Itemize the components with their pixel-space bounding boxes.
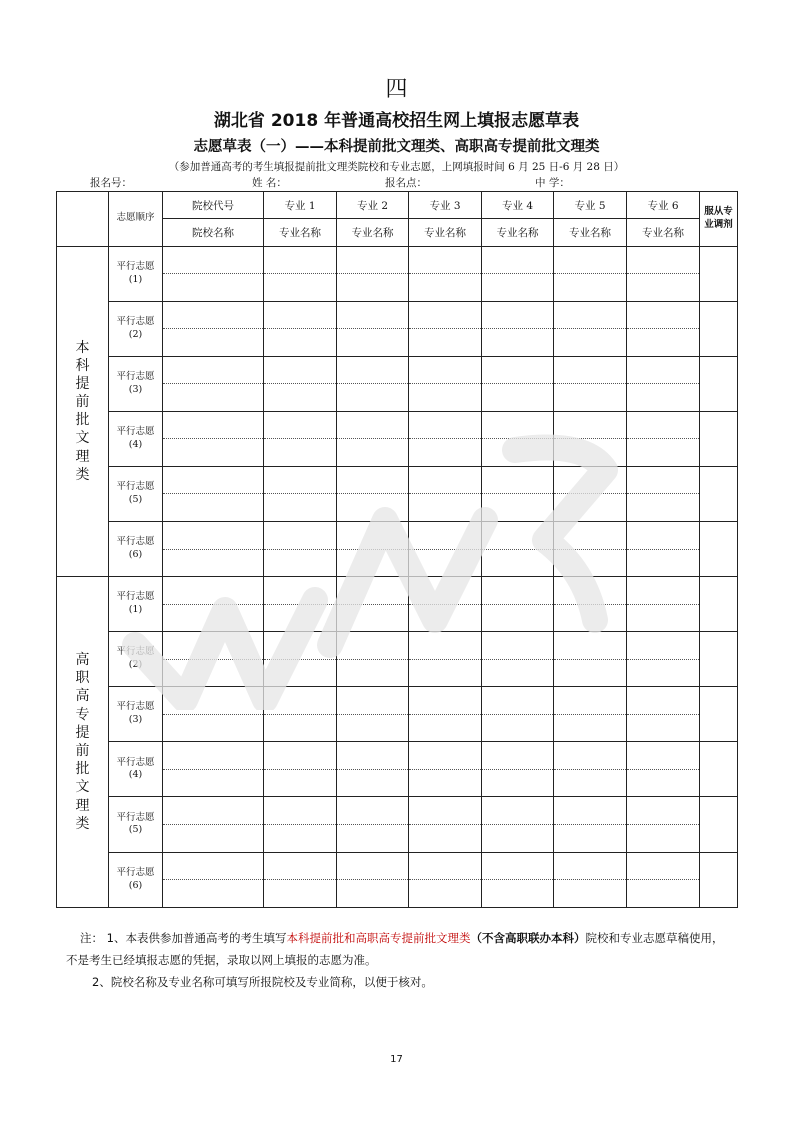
major-name-cell[interactable] xyxy=(337,329,409,357)
major-code-cell[interactable] xyxy=(409,797,482,825)
row-header-number: (4) xyxy=(128,769,143,781)
major-name-cell[interactable] xyxy=(627,604,700,632)
row-header-name: 平行志愿 xyxy=(116,811,155,823)
row-header xyxy=(109,797,163,852)
major-name-cell[interactable] xyxy=(627,714,700,742)
header-name-3: 专业名称 xyxy=(409,219,482,246)
major-code-cell[interactable] xyxy=(482,246,554,274)
major-name-cell[interactable] xyxy=(554,880,627,908)
row-header-number: (5) xyxy=(128,493,143,505)
major-name-cell[interactable] xyxy=(337,824,409,852)
note-highlight-bold: （不含高职联办本科） xyxy=(470,931,586,945)
header-order: 志愿顺序 xyxy=(109,192,163,247)
major-name-cell[interactable] xyxy=(337,714,409,742)
row-header-name: 平行志愿 xyxy=(116,866,155,878)
header-code-2: 专业 2 xyxy=(337,192,409,219)
header-name-1: 专业名称 xyxy=(264,219,337,246)
major-code-cell[interactable] xyxy=(627,356,700,384)
major-code-cell[interactable] xyxy=(627,246,700,274)
major-code-cell[interactable] xyxy=(627,577,700,605)
major-code-cell[interactable] xyxy=(264,742,337,770)
page-number: 17 xyxy=(390,1054,403,1065)
service-adjust-cell[interactable] xyxy=(700,742,738,797)
row-header-number: (3) xyxy=(128,714,143,726)
major-code-cell[interactable] xyxy=(482,852,554,880)
row-header-number: (2) xyxy=(128,328,143,340)
major-name-cell[interactable] xyxy=(482,880,554,908)
header-service-adjust: 服从专业调剂 xyxy=(700,192,738,247)
service-adjust-cell[interactable] xyxy=(700,466,738,521)
section-label-text: 高职高专提前批文理类 xyxy=(75,652,90,832)
table-row xyxy=(57,852,738,880)
major-code-cell[interactable] xyxy=(627,852,700,880)
major-name-cell[interactable] xyxy=(482,329,554,357)
school-name-cell[interactable] xyxy=(163,329,264,357)
major-code-cell[interactable] xyxy=(264,852,337,880)
major-name-cell[interactable] xyxy=(264,714,337,742)
section-number: 四 xyxy=(385,77,408,102)
major-code-cell[interactable] xyxy=(337,797,409,825)
major-name-cell[interactable] xyxy=(264,769,337,797)
major-name-cell[interactable] xyxy=(627,329,700,357)
major-name-cell[interactable] xyxy=(554,274,627,302)
service-adjust-cell[interactable] xyxy=(700,797,738,852)
major-code-cell[interactable] xyxy=(409,852,482,880)
major-code-cell[interactable] xyxy=(409,301,482,329)
major-name-cell[interactable] xyxy=(264,329,337,357)
major-name-cell[interactable] xyxy=(409,384,482,412)
major-code-cell[interactable] xyxy=(482,742,554,770)
major-name-cell[interactable] xyxy=(627,384,700,412)
school-name-cell[interactable] xyxy=(163,824,264,852)
major-name-cell[interactable] xyxy=(337,769,409,797)
major-name-cell[interactable] xyxy=(409,824,482,852)
major-code-cell[interactable] xyxy=(264,301,337,329)
school-code-cell[interactable] xyxy=(163,246,264,274)
major-code-cell[interactable] xyxy=(554,742,627,770)
school-name-cell[interactable] xyxy=(163,274,264,302)
service-adjust-cell[interactable] xyxy=(700,521,738,576)
major-code-cell[interactable] xyxy=(554,852,627,880)
major-name-cell[interactable] xyxy=(337,880,409,908)
header-code-6: 专业 6 xyxy=(627,192,700,219)
major-name-cell[interactable] xyxy=(409,714,482,742)
school-name-cell[interactable] xyxy=(163,384,264,412)
service-adjust-cell[interactable] xyxy=(700,301,738,356)
major-name-cell[interactable] xyxy=(554,769,627,797)
header-name-2: 专业名称 xyxy=(337,219,409,246)
row-header-name: 平行志愿 xyxy=(116,481,155,493)
row-header-number: (4) xyxy=(128,438,143,450)
row-header-number: (2) xyxy=(128,659,143,671)
service-adjust-cell[interactable] xyxy=(700,411,738,466)
row-header-number: (6) xyxy=(128,549,143,561)
table-row xyxy=(57,246,738,274)
major-name-cell[interactable] xyxy=(409,274,482,302)
header-code-5: 专业 5 xyxy=(554,192,627,219)
note-1: 注： 1、本表供参加普通高考的考生填写本科提前批和高职高专提前批文理类（不含高职联办本科）院校和专业志愿草稿使用，不是考生已经填报志愿的凭据，录取以网上填报的志愿为准。 xyxy=(66,931,724,967)
major-name-cell[interactable] xyxy=(627,880,700,908)
major-name-cell[interactable] xyxy=(409,329,482,357)
header-name-0: 院校名称 xyxy=(163,219,264,246)
row-header-name: 平行志愿 xyxy=(116,756,155,768)
row-header-number: (3) xyxy=(128,383,143,395)
table-row xyxy=(57,356,738,384)
major-code-cell[interactable] xyxy=(627,742,700,770)
row-header-number: (5) xyxy=(128,824,143,836)
major-code-cell[interactable] xyxy=(627,521,700,549)
major-name-cell[interactable] xyxy=(482,769,554,797)
major-code-cell[interactable] xyxy=(554,356,627,384)
major-code-cell[interactable] xyxy=(409,356,482,384)
section-label-1 xyxy=(57,577,109,908)
major-code-cell[interactable] xyxy=(482,301,554,329)
school-code-cell[interactable] xyxy=(163,301,264,329)
notes-section xyxy=(66,927,731,993)
major-code-cell[interactable] xyxy=(264,356,337,384)
row-header-name: 平行志愿 xyxy=(116,701,155,713)
row-header xyxy=(109,356,163,411)
major-code-cell[interactable] xyxy=(627,632,700,660)
row-header-name: 平行志愿 xyxy=(116,260,155,272)
row-header-name: 平行志愿 xyxy=(116,591,155,603)
major-name-cell[interactable] xyxy=(554,824,627,852)
header-name-4: 专业名称 xyxy=(482,219,554,246)
major-code-cell[interactable] xyxy=(264,797,337,825)
note-2: 2、院校名称及专业名称可填写所报院校及专业简称，以便于核对。 xyxy=(92,975,433,989)
row-header-name: 平行志愿 xyxy=(116,426,155,438)
row-header xyxy=(109,301,163,356)
service-adjust-cell[interactable] xyxy=(700,687,738,742)
table-row xyxy=(57,301,738,329)
row-header-name: 平行志愿 xyxy=(116,646,155,658)
major-code-cell[interactable] xyxy=(337,301,409,329)
major-name-cell[interactable] xyxy=(627,824,700,852)
major-name-cell[interactable] xyxy=(264,880,337,908)
major-code-cell[interactable] xyxy=(554,246,627,274)
header-code-0: 院校代号 xyxy=(163,192,264,219)
service-adjust-cell[interactable] xyxy=(700,356,738,411)
school-code-cell[interactable] xyxy=(163,797,264,825)
major-name-cell[interactable] xyxy=(554,384,627,412)
major-code-cell[interactable] xyxy=(627,466,700,494)
major-name-cell[interactable] xyxy=(264,384,337,412)
major-name-cell[interactable] xyxy=(627,769,700,797)
page-title: 湖北省 2018 年普通高校招生网上填报志愿草表 xyxy=(213,111,580,131)
major-code-cell[interactable] xyxy=(337,356,409,384)
major-name-cell[interactable] xyxy=(554,714,627,742)
major-code-cell[interactable] xyxy=(554,301,627,329)
name-field[interactable]: 姓 名： xyxy=(252,177,287,189)
major-code-cell[interactable] xyxy=(337,852,409,880)
major-code-cell[interactable] xyxy=(627,797,700,825)
school-code-cell[interactable] xyxy=(163,356,264,384)
header-code-4: 专业 4 xyxy=(482,192,554,219)
service-adjust-cell[interactable] xyxy=(700,246,738,301)
header-corner xyxy=(57,192,109,247)
major-name-cell[interactable] xyxy=(482,824,554,852)
school-code-cell[interactable] xyxy=(163,742,264,770)
row-header-number: (1) xyxy=(128,273,143,285)
major-code-cell[interactable] xyxy=(409,742,482,770)
row-header-number: (6) xyxy=(128,879,143,891)
major-name-cell[interactable] xyxy=(337,384,409,412)
school-code-cell[interactable] xyxy=(163,852,264,880)
row-header xyxy=(109,852,163,907)
major-name-cell[interactable] xyxy=(627,494,700,522)
major-code-cell[interactable] xyxy=(627,301,700,329)
table-row xyxy=(57,742,738,770)
major-name-cell[interactable] xyxy=(337,274,409,302)
section-label-text: 本科提前批文理类 xyxy=(75,339,90,483)
major-name-cell[interactable] xyxy=(264,274,337,302)
major-code-cell[interactable] xyxy=(482,797,554,825)
major-code-cell[interactable] xyxy=(482,356,554,384)
school-field[interactable]: 中 学： xyxy=(535,177,570,189)
major-code-cell[interactable] xyxy=(409,246,482,274)
major-name-cell[interactable] xyxy=(264,824,337,852)
wps-watermark xyxy=(115,410,625,710)
section-label-0 xyxy=(57,246,109,577)
form-subtitle: 志愿草表（一）——本科提前批文理类、高职高专提前批文理类 xyxy=(193,139,600,155)
major-name-cell[interactable] xyxy=(627,659,700,687)
major-code-cell[interactable] xyxy=(337,742,409,770)
major-code-cell[interactable] xyxy=(337,246,409,274)
school-name-cell[interactable] xyxy=(163,714,264,742)
major-name-cell[interactable] xyxy=(627,274,700,302)
school-name-cell[interactable] xyxy=(163,769,264,797)
header-name-6: 专业名称 xyxy=(627,219,700,246)
major-code-cell[interactable] xyxy=(554,797,627,825)
major-name-cell[interactable] xyxy=(482,714,554,742)
row-header-number: (1) xyxy=(128,604,143,616)
service-adjust-cell[interactable] xyxy=(700,852,738,907)
service-adjust-cell[interactable] xyxy=(700,632,738,687)
major-name-cell[interactable] xyxy=(482,274,554,302)
major-name-cell[interactable] xyxy=(627,549,700,577)
header-code-1: 专业 1 xyxy=(264,192,337,219)
header-name-5: 专业名称 xyxy=(554,219,627,246)
row-header xyxy=(109,246,163,301)
major-name-cell[interactable] xyxy=(409,769,482,797)
row-header-name: 平行志愿 xyxy=(116,370,155,382)
major-name-cell[interactable] xyxy=(482,384,554,412)
major-name-cell[interactable] xyxy=(554,329,627,357)
major-name-cell[interactable] xyxy=(627,439,700,467)
service-adjust-cell[interactable] xyxy=(700,577,738,632)
major-code-cell[interactable] xyxy=(627,411,700,439)
major-code-cell[interactable] xyxy=(627,687,700,715)
row-header xyxy=(109,742,163,797)
table-row xyxy=(57,797,738,825)
row-header-name: 平行志愿 xyxy=(116,536,155,548)
major-code-cell[interactable] xyxy=(264,246,337,274)
major-name-cell[interactable] xyxy=(409,880,482,908)
row-header-name: 平行志愿 xyxy=(116,315,155,327)
school-name-cell[interactable] xyxy=(163,880,264,908)
instruction-text: （参加普通高考的考生填报提前批文理类院校和专业志愿，上网填报时间 6 月 25 日-6 月 28 日） xyxy=(168,161,625,173)
exam-number-field[interactable]: 报名号： xyxy=(90,177,132,189)
registration-site-field[interactable]: 报名点： xyxy=(385,177,427,189)
header-code-3: 专业 3 xyxy=(409,192,482,219)
note-highlight-red: 本科提前批和高职高专提前批文理类 xyxy=(286,931,471,945)
